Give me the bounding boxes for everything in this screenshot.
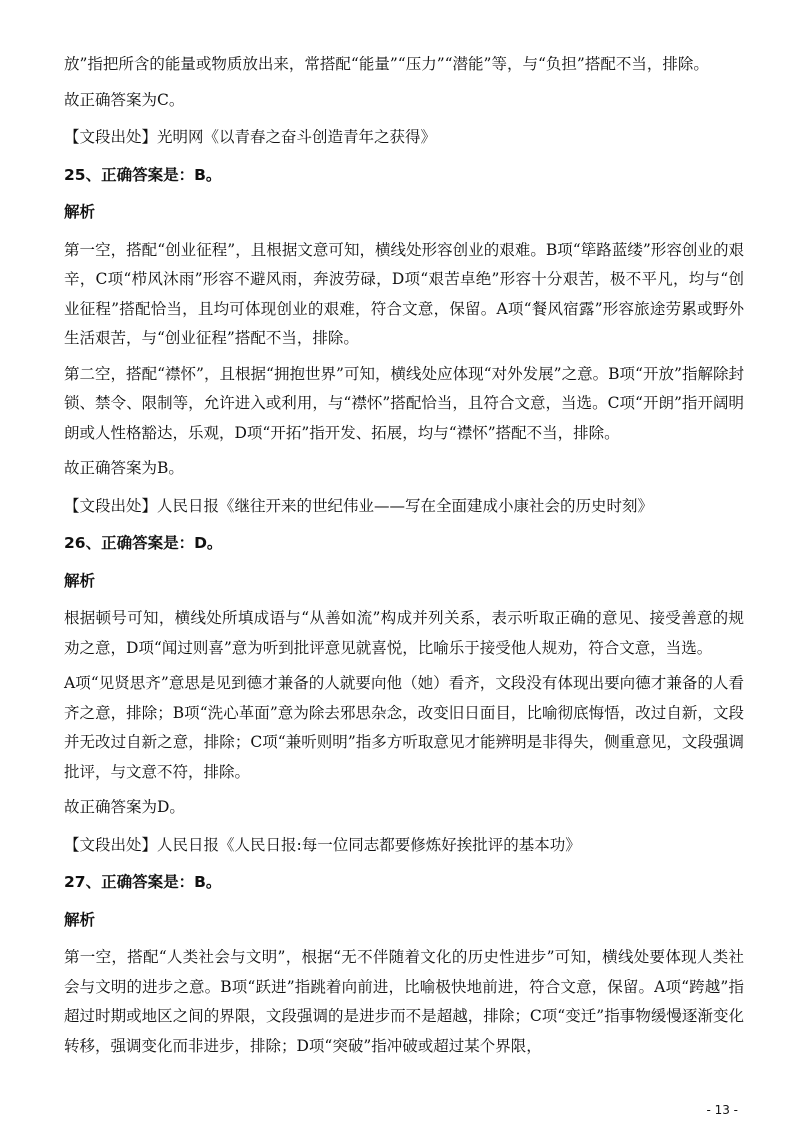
answer-statement: 故正确答案为B。 [64,459,184,477]
source-citation: 【文段出处】人民日报《继往开来的世纪伟业——写在全面建成小康社会的历史时刻》 [64,496,654,515]
analysis-heading: 解析 [64,203,96,221]
source-citation: 【文段出处】光明网《以青春之奋斗创造青年之获得》 [64,128,437,146]
answer-heading: 26、正确答案是：D。 [64,534,223,552]
answer-statement: 故正确答案为C。 [64,90,185,109]
answer-statement: 故正确答案为D。 [64,798,185,816]
answer-heading: 25、正确答案是：B。 [64,165,222,184]
paragraph: 第一空，搭配“人类社会与文明”，根据“无不伴随着文化的历史性进步”可知，横线处要体现人类社会与文明的进步之意。B项“跃进”指跳着向前进，比喻极快地前进，符合文意，保留。A项“跨越”指超过时期或地区之间的界限，文段强调的是进步而不是超越，排除；C项“变迁”指事物缓慢逐渐变化转移，强调变化而非进步，排除；D项“突破”指冲破或超过某个界限， [64,948,744,1055]
paragraph: 第二空，搭配“襟怀”，且根据“拥抱世界”可知，横线处应体现“对外发展”之意。B项“开放”指解除封锁、禁令、限制等，允许进入或利用，与“襟怀”搭配恰当，且符合文意，当选。C项“开朗”指开阔明朗或人性格豁达，乐观，D项“开拓”指开发、拓展，均与“襟怀”搭配不当，排除。 [64,364,744,442]
analysis-heading: 解析 [64,571,96,590]
analysis-heading: 解析 [64,910,96,929]
answer-heading: 27、正确答案是：B。 [64,873,222,891]
source-citation: 【文段出处】人民日报《人民日报:每一位同志都要修炼好挨批评的基本功》 [64,835,581,854]
paragraph: 根据顿号可知，横线处所填成语与“从善如流”构成并列关系，表示听取正确的意见、接受善意的规劝之意，D项“闻过则喜”意为听到批评意见就喜悦，比喻乐于接受他人规劝，符合文意，当选。 [64,609,744,657]
paragraph: A项“见贤思齐”意思是见到德才兼备的人就要向他（她）看齐，文段没有体现出要向德才兼备的人看齐之意，排除；B项“洗心革面”意为除去邪思杂念，改变旧日面目，比喻彻底悔悟，改过自新，文段并无改过自新之意，排除；C项“兼听则明”指多方听取意见才能辨明是非得失，侧重意见，文段强调批评，与文意不符，排除。 [64,674,744,781]
paragraph: 放”指把所含的能量或物质放出来，常搭配“能量”“压力”“潜能”等，与“负担”搭配不当，排除。 [64,55,709,73]
paragraph: 第一空，搭配“创业征程”，且根据文意可知，横线处形容创业的艰难。B项“筚路蓝缕”形容创业的艰辛，C项“栉风沐雨”形容不避风雨，奔波劳碌，D项“艰苦卓绝”形容十分艰苦，极不平凡，均与“创业征程”搭配恰当，且均可体现创业的艰难，符合文意，保留。A项“餐风宿露”形容旅途劳累或野外生活艰苦，与“创业征程”搭配不当，排除。 [64,240,744,347]
document-page [64,50,744,1067]
page-number: - 13 - [706,1103,738,1117]
